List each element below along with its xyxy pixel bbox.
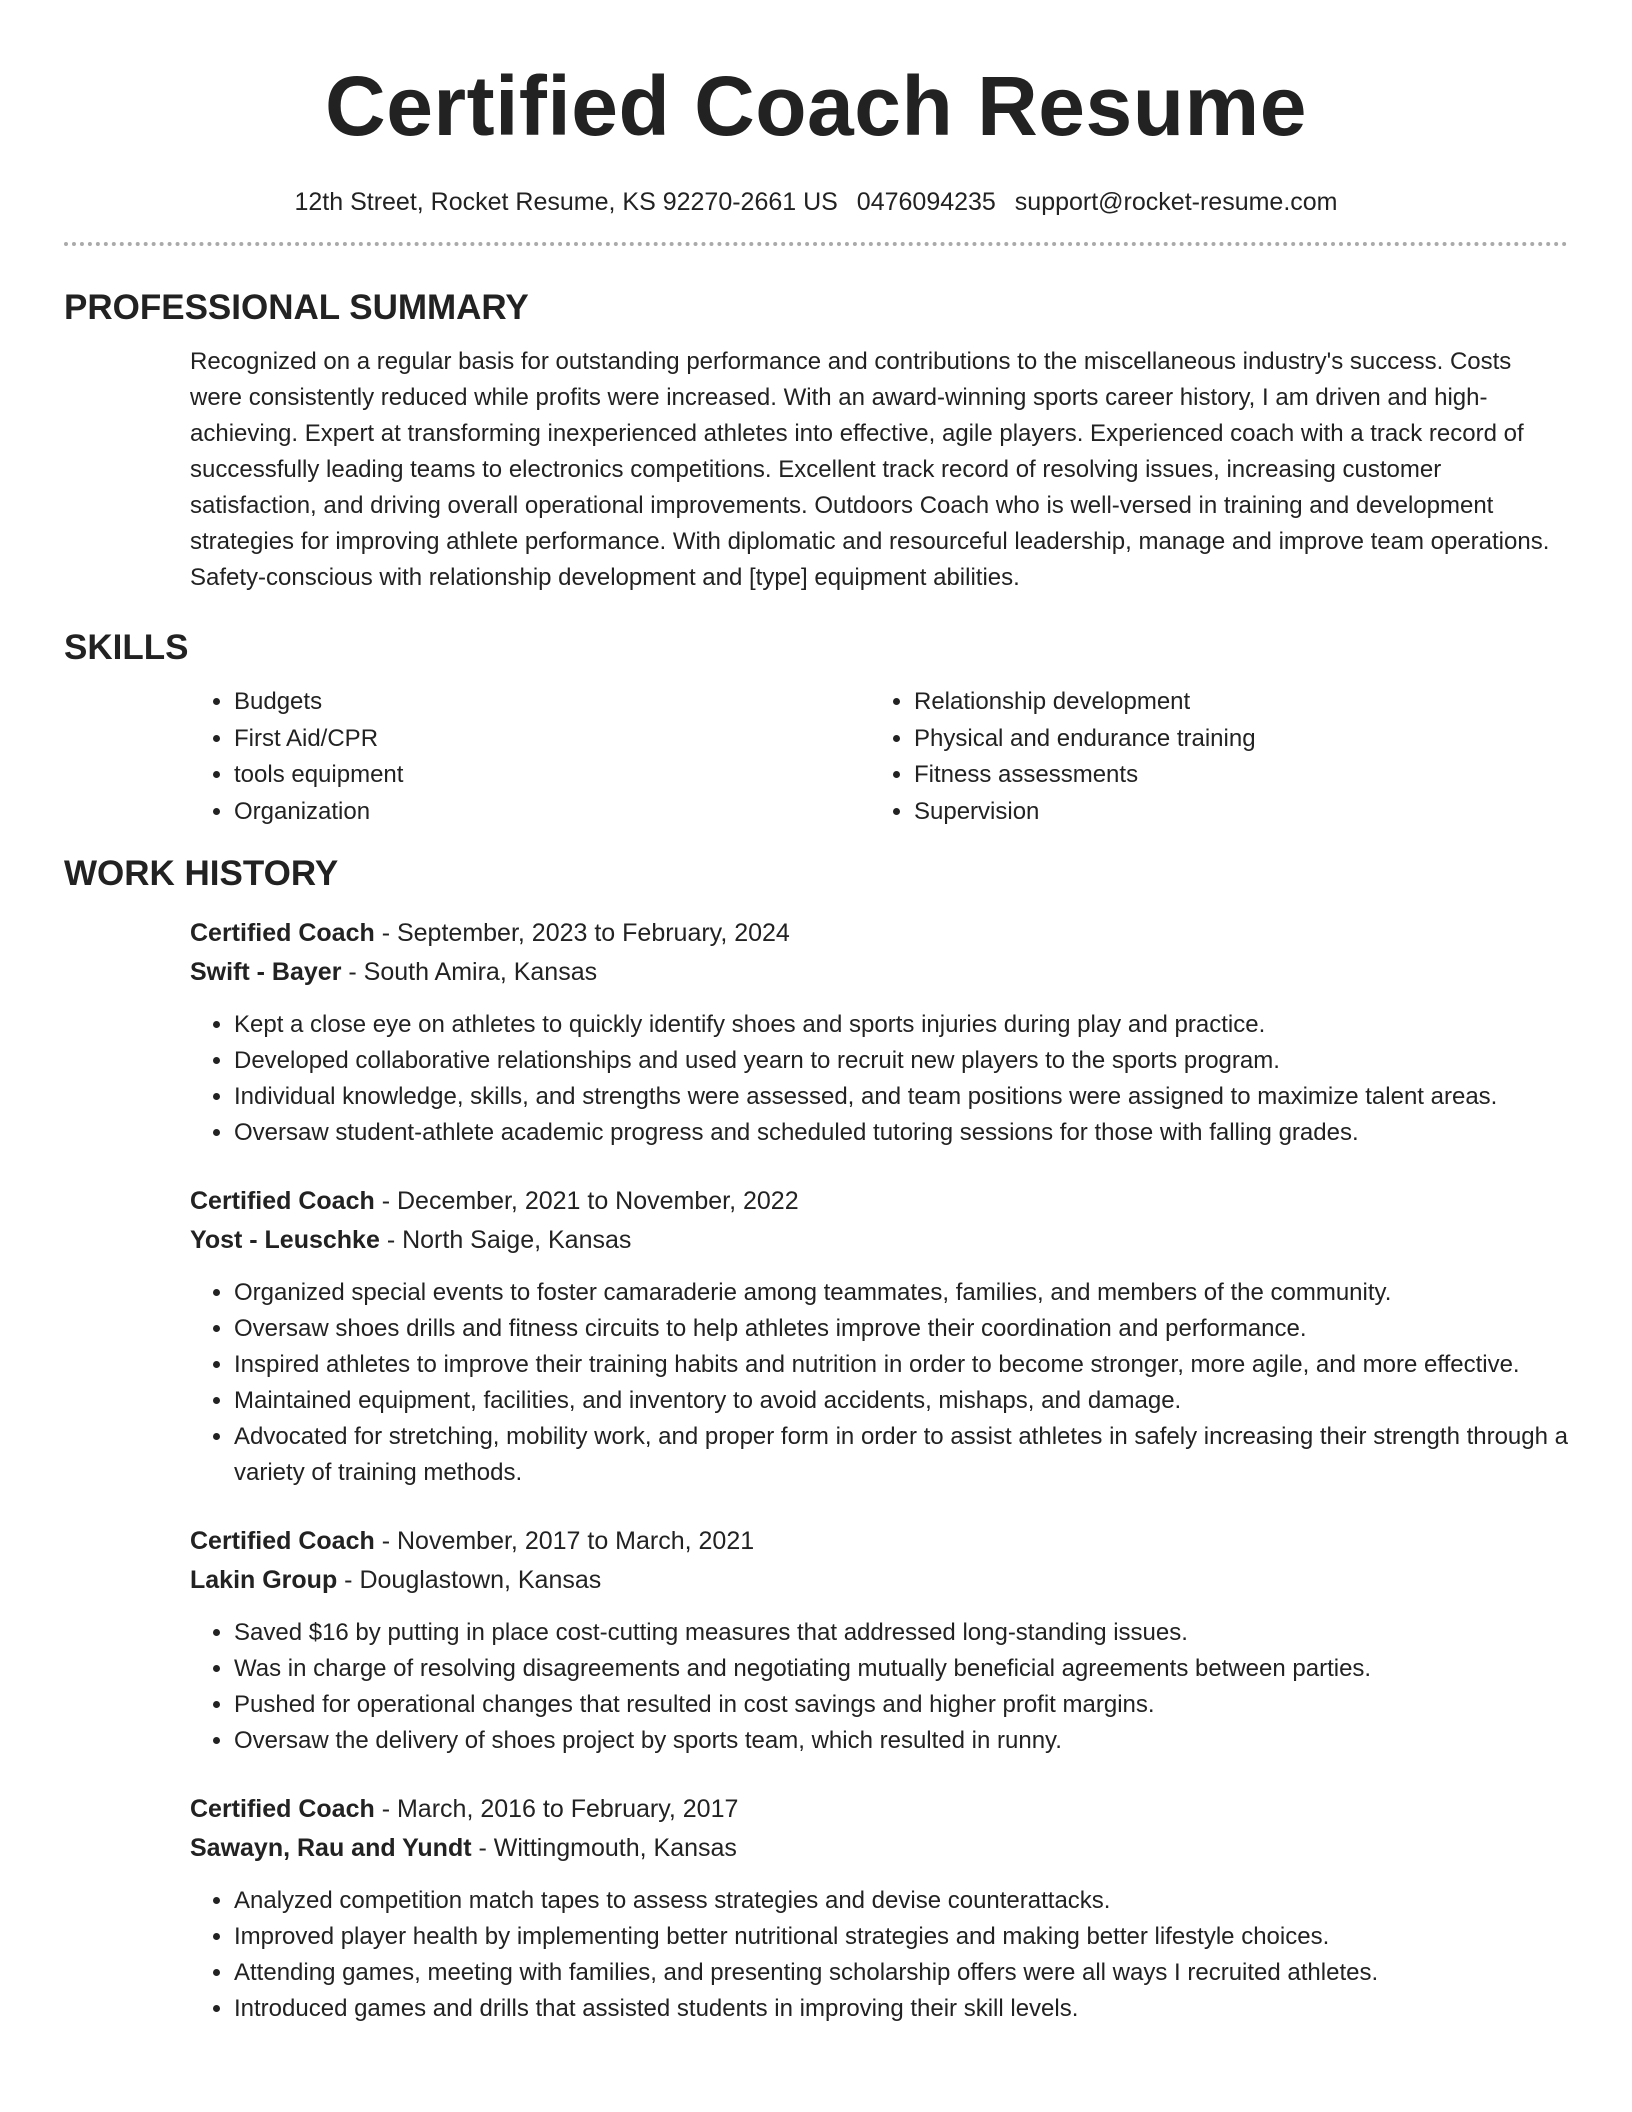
summary-text: Recognized on a regular basis for outstanding performance and contributions to the miscellaneous industry's success. Costs were consistently reduced while profits were increased. With an award-winning sports career history, I am driven and high-achieving. Expert at transforming inexperienced athletes into effective, agile players. Experienced coach with a track record of successfully leading teams to electronics competitions. Excellent track record of resolving issues, increasing customer satisfaction, and driving overall operational improvements. Outdoors Coach who is well-versed in training and development strategies for improving athlete performance. With diplomatic and resourceful leadership, manage and improve team operations. Safety-conscious with relationship development and [type] equipment abilities. — [190, 348, 1550, 591]
job-company: Lakin Group — [190, 1566, 338, 1594]
contact-email[interactable]: support@rocket-resume.com — [1014, 188, 1338, 216]
work-history-section — [64, 852, 1568, 2027]
summary-section — [64, 286, 1568, 596]
job-dates: - November, 2017 to March, 2021 — [374, 1527, 755, 1555]
skill-item: • Supervision — [914, 794, 1550, 831]
work-history-heading: WORK HISTORY — [64, 854, 339, 893]
skill-item: • tools equipment — [234, 757, 870, 794]
job-bullet: • Developed collaborative relationships and used yearn to recruit new players to the sports program. — [234, 1043, 1568, 1079]
job-company-line — [190, 1829, 1568, 1868]
skill-item: • Physical and endurance training — [914, 721, 1550, 758]
job-bullet: • Attending games, meeting with families, and presenting scholarship offers were all ways I recruited athletes. — [234, 1955, 1568, 1991]
job-bullet: • Pushed for operational changes that resulted in cost savings and higher profit margins. — [234, 1687, 1568, 1723]
job-bullet: • Oversaw student-athlete academic progress and scheduled tutoring sessions for those with falling grades. — [234, 1115, 1568, 1151]
job-company: Swift - Bayer — [190, 958, 342, 986]
job-entry — [190, 1790, 1568, 2027]
skill-item: • Budgets — [234, 684, 870, 721]
resume-title: Certified Coach Resume — [325, 59, 1307, 153]
skills-section — [64, 626, 1568, 830]
job-bullet: • Was in charge of resolving disagreements and negotiating mutually beneficial agreements between parties. — [234, 1651, 1568, 1687]
job-bullet: • Oversaw shoes drills and fitness circuits to help athletes improve their coordination and performance. — [234, 1311, 1568, 1347]
skills-heading: SKILLS — [64, 628, 189, 667]
job-bullet: • Organized special events to foster camaraderie among teammates, families, and members of the community. — [234, 1275, 1568, 1311]
job-entry — [190, 1182, 1568, 1491]
job-entry — [190, 1522, 1568, 1759]
job-bullet: • Advocated for stretching, mobility work, and proper form in order to assist athletes in safely increasing their strength through a variety of training methods. — [234, 1419, 1568, 1491]
job-dates: - September, 2023 to February, 2024 — [374, 919, 790, 947]
job-location: - Wittingmouth, Kansas — [471, 1834, 737, 1862]
job-title: Certified Coach — [190, 1795, 375, 1823]
job-bullets — [190, 1615, 1568, 1759]
summary-heading: PROFESSIONAL SUMMARY — [64, 288, 529, 327]
job-bullets — [190, 1275, 1568, 1491]
resume-page — [64, 0, 1568, 2027]
contact-address: 12th Street, Rocket Resume, KS 92270-2661 US — [294, 188, 838, 216]
job-bullet: • Oversaw the delivery of shoes project by sports team, which resulted in runny. — [234, 1723, 1568, 1759]
job-title-line — [190, 1522, 1568, 1561]
job-bullet: • Maintained equipment, facilities, and inventory to avoid accidents, mishaps, and damage. — [234, 1383, 1568, 1419]
job-location: - North Saige, Kansas — [379, 1226, 632, 1254]
skills-list-left — [190, 684, 870, 830]
job-bullets — [190, 1007, 1568, 1151]
job-bullet: • Introduced games and drills that assisted students in improving their skill levels. — [234, 1991, 1568, 2027]
job-bullet: • Analyzed competition match tapes to assess strategies and devise counterattacks. — [234, 1883, 1568, 1919]
job-company-line — [190, 953, 1568, 992]
job-title: Certified Coach — [190, 1187, 375, 1215]
job-company: Sawayn, Rau and Yundt — [190, 1834, 472, 1862]
job-dates: - December, 2021 to November, 2022 — [374, 1187, 799, 1215]
skill-item: • First Aid/CPR — [234, 721, 870, 758]
job-bullet: • Inspired athletes to improve their training habits and nutrition in order to become stronger, more agile, and more effective. — [234, 1347, 1568, 1383]
skills-list-right — [870, 684, 1550, 830]
job-bullet: • Saved $16 by putting in place cost-cutting measures that addressed long-standing issues. — [234, 1615, 1568, 1651]
job-bullet: • Improved player health by implementing better nutritional strategies and making better lifestyle choices. — [234, 1919, 1568, 1955]
job-bullet: • Kept a close eye on athletes to quickly identify shoes and sports injuries during play and practice. — [234, 1007, 1568, 1043]
job-location: - Douglastown, Kansas — [337, 1566, 602, 1594]
job-bullets — [190, 1883, 1568, 2027]
job-title-line — [190, 1790, 1568, 1829]
job-title-line — [190, 1182, 1568, 1221]
job-entry — [190, 914, 1568, 1151]
header-divider — [64, 242, 1568, 246]
job-title-line — [190, 914, 1568, 953]
skill-item: • Organization — [234, 794, 870, 831]
job-location: - South Amira, Kansas — [341, 958, 598, 986]
skill-item: • Fitness assessments — [914, 757, 1550, 794]
contact-phone[interactable]: 0476094235 — [856, 188, 996, 216]
job-dates: - March, 2016 to February, 2017 — [374, 1795, 739, 1823]
skills-columns — [190, 684, 1568, 830]
contact-line — [64, 186, 1568, 218]
job-company-line — [190, 1221, 1568, 1260]
job-bullet: • Individual knowledge, skills, and strengths were assessed, and team positions were assigned to maximize talent areas. — [234, 1079, 1568, 1115]
job-title: Certified Coach — [190, 1527, 375, 1555]
skill-item: • Relationship development — [914, 684, 1550, 721]
job-company: Yost - Leuschke — [190, 1226, 380, 1254]
job-title: Certified Coach — [190, 919, 375, 947]
job-company-line — [190, 1561, 1568, 1600]
